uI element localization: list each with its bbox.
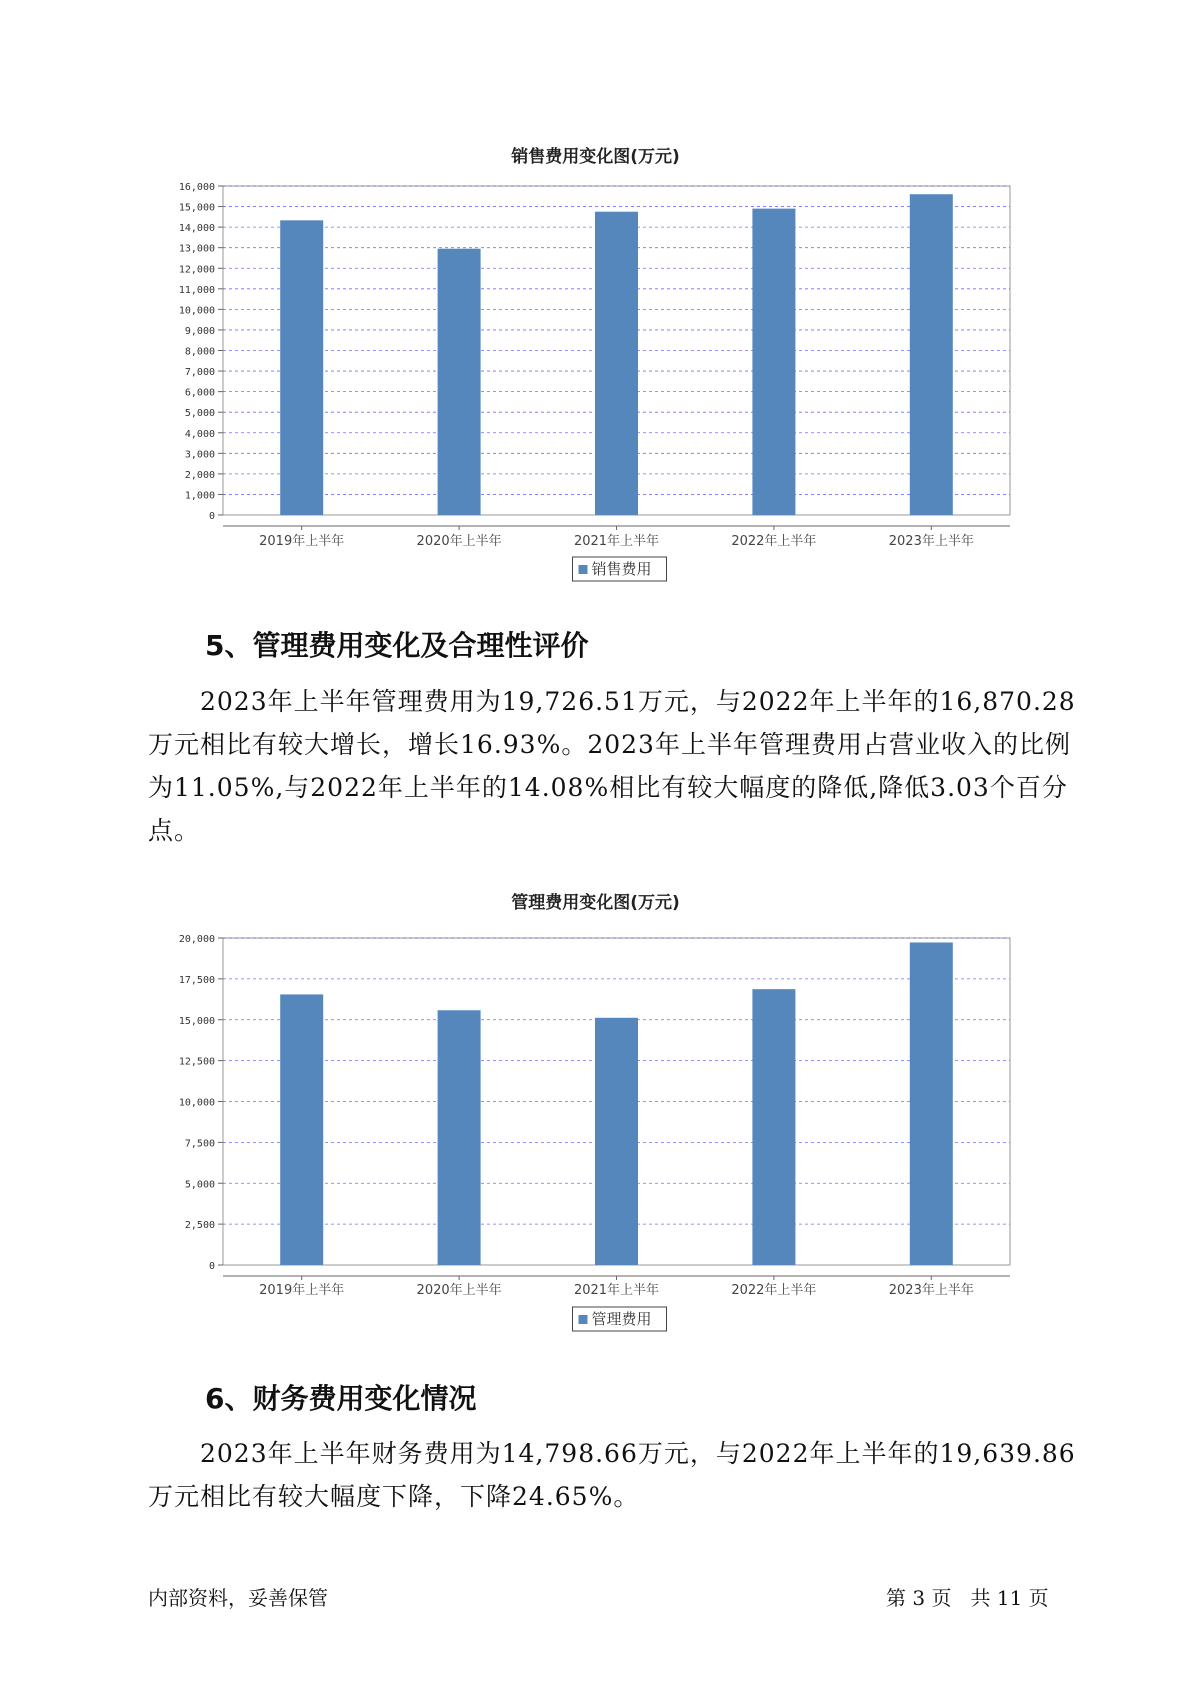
y-tick-label: 12,500 xyxy=(178,1056,215,1068)
y-tick-label: 17,500 xyxy=(178,974,215,986)
y-tick-label: 14,000 xyxy=(178,223,215,235)
bar xyxy=(595,1018,638,1265)
y-tick-label: 9,000 xyxy=(184,325,215,337)
y-tick-label: 12,000 xyxy=(178,264,215,276)
chart-1-group xyxy=(179,934,1010,1331)
section-heading-6: 6、财务费用变化情况 xyxy=(205,1382,477,1415)
y-tick-label: 0 xyxy=(208,511,215,522)
y-tick-label: 2,000 xyxy=(184,469,215,481)
bar xyxy=(438,1010,481,1265)
y-tick-label: 2,500 xyxy=(184,1220,215,1232)
y-tick-label: 10,000 xyxy=(178,305,215,317)
y-tick-label: 5,000 xyxy=(184,408,215,420)
x-tick-label: 2023年上半年 xyxy=(888,534,974,549)
footer-page-number: 第 3 页 共 11 页 xyxy=(886,1586,1049,1610)
legend-label: 管理费用 xyxy=(591,1310,652,1328)
y-tick-label: 1,000 xyxy=(184,490,215,502)
x-tick-label: 2020年上半年 xyxy=(416,534,502,549)
bar xyxy=(752,989,795,1265)
x-tick-label: 2021年上半年 xyxy=(573,534,660,549)
y-tick-label: 3,000 xyxy=(184,449,215,461)
x-tick-label: 2023年上半年 xyxy=(888,1283,974,1298)
x-tick-label: 2021年上半年 xyxy=(573,1283,660,1298)
y-tick-label: 11,000 xyxy=(178,284,215,296)
footer-confidential-note: 内部资料，妥善保管 xyxy=(148,1586,328,1610)
legend-swatch xyxy=(579,1315,588,1324)
y-tick-label: 13,000 xyxy=(178,243,215,255)
y-tick-label: 7,500 xyxy=(184,1138,215,1150)
section-heading-5: 5、管理费用变化及合理性评价 xyxy=(205,629,589,662)
bar xyxy=(910,942,953,1265)
y-tick-label: 7,000 xyxy=(184,367,215,379)
chart-title-admin: 管理费用变化图(万元) xyxy=(511,893,680,913)
x-tick-label: 2020年上半年 xyxy=(416,1283,502,1298)
x-tick-label: 2019年上半年 xyxy=(259,1283,345,1298)
y-tick-label: 4,000 xyxy=(184,428,215,440)
y-tick-label: 10,000 xyxy=(178,1097,215,1109)
legend-label: 销售费用 xyxy=(591,560,652,578)
y-tick-label: 15,000 xyxy=(178,1015,215,1027)
section-6-paragraph: 2023年上半年财务费用为14,798.66万元，与2022年上半年的19,639.86万元相比有较大幅度下降，下降24.65%。 xyxy=(148,1439,1076,1511)
y-tick-label: 16,000 xyxy=(178,182,215,193)
bar xyxy=(280,994,323,1265)
x-tick-label: 2022年上半年 xyxy=(731,1283,817,1298)
x-tick-label: 2019年上半年 xyxy=(259,534,345,549)
chart-title-sales: 销售费用变化图(万元) xyxy=(511,147,680,167)
x-tick-label: 2022年上半年 xyxy=(731,534,817,549)
y-tick-label: 6,000 xyxy=(184,387,215,399)
y-tick-label: 5,000 xyxy=(184,1179,215,1191)
y-tick-label: 0 xyxy=(208,1261,215,1272)
y-tick-label: 20,000 xyxy=(178,934,215,945)
y-tick-label: 8,000 xyxy=(184,346,215,358)
y-tick-label: 15,000 xyxy=(178,202,215,214)
chart-legend xyxy=(573,1307,667,1331)
section-5-paragraph: 2023年上半年管理费用为19,726.51万元，与2022年上半年的16,870.28万元相比有较大增长，增长16.93%。2023年上半年管理费用占营业收入的比例为11.05%,与2022年上半年的14.08%相比有较大幅度的降低,降低3.03个百分点。 xyxy=(148,687,1076,845)
